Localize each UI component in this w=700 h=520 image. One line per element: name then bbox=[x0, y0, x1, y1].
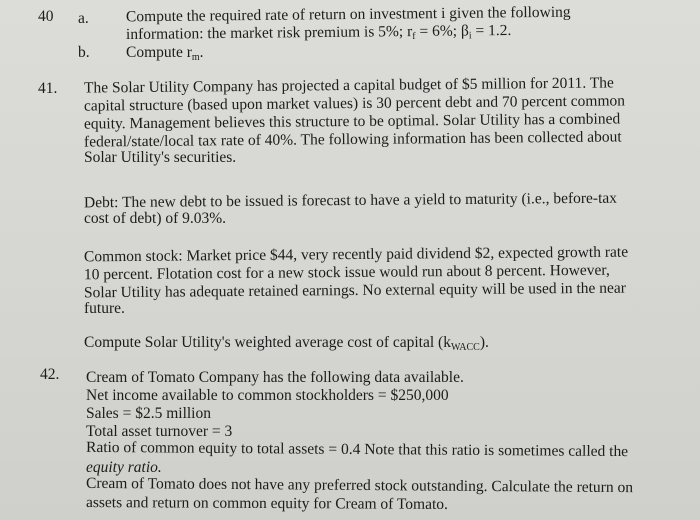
question-42-line-6: equity ratio. bbox=[86, 459, 162, 476]
question-41-p1-line-3: equity. Management believes this structure to be optimal. Solar Utility has a combined bbox=[83, 110, 621, 133]
question-42-line-7: Cream of Tomato does not have any preferred stock outstanding. Calculate the return on bbox=[85, 474, 634, 497]
question-41-wacc-prompt: Compute Solar Utility's weighted average cost of capital $(k_{WACC})$. bbox=[84, 334, 489, 353]
question-41-p2-line-2: cost of debt) of 9.03%. bbox=[84, 210, 227, 227]
question-41-p3-line-4: future. bbox=[84, 300, 125, 317]
question-41-p1-line-4: federal/state/local tax rate of 40%. The following information has been collected about bbox=[83, 128, 622, 151]
question-41-p1-line-5: Solar Utility's securities. bbox=[84, 149, 237, 166]
question-40a-line-2: information: the market risk premium is 5%; $r_f = 6\%$; $\beta_i = 1.2$. bbox=[125, 21, 512, 44]
question-42-line-4: Total asset turnover = 3 bbox=[86, 423, 233, 440]
question-40a-line-1: Compute the required rate of return on investment i given the following bbox=[125, 3, 571, 26]
question-41-p3-line-3: Solar Utility has adequate retained earnings. No external equity will be used in the near bbox=[83, 279, 626, 302]
question-40b-text: Compute $r_m$. bbox=[126, 44, 204, 63]
question-41-p3-line-2: 10 percent. Flotation cost for a new stock issue would run about 8 percent. However, bbox=[83, 261, 610, 284]
question-42-line-8: assets and return on common equity for Cream of Tomato. bbox=[85, 494, 448, 513]
question-41-p1-line-1: The Solar Utility Company has projected a capital budget of $5 million for 2011. The bbox=[83, 74, 614, 97]
question-41-p1-line-2: capital structure (based upon market values) is 30 percent debt and 70 percent common bbox=[83, 92, 626, 115]
question-41-number: 41. bbox=[38, 80, 58, 97]
question-42-line-3: Sales = $2.5 million bbox=[86, 405, 211, 422]
question-41-p2-line-1: Debt: The new debt to be issued is forecast to have a yield to maturity (i.e., before-tax bbox=[83, 189, 618, 212]
question-40a-label: a. bbox=[78, 10, 89, 27]
question-41-p3-line-1: Common stock: Market price $44, very recently paid dividend $2, expected growth rate bbox=[83, 243, 629, 266]
question-40-number: 40 bbox=[38, 8, 54, 25]
question-42-number: 42. bbox=[40, 366, 60, 383]
question-42-line-2: Net income available to common stockholders = $250,000 bbox=[86, 387, 449, 404]
question-42-line-1: Cream of Tomato Company has the following data available. bbox=[86, 369, 464, 386]
question-40b-label: b. bbox=[78, 44, 90, 61]
question-42-line-5: Ratio of common equity to total assets = 0.4 Note that this ratio is sometimes called the bbox=[85, 438, 629, 461]
